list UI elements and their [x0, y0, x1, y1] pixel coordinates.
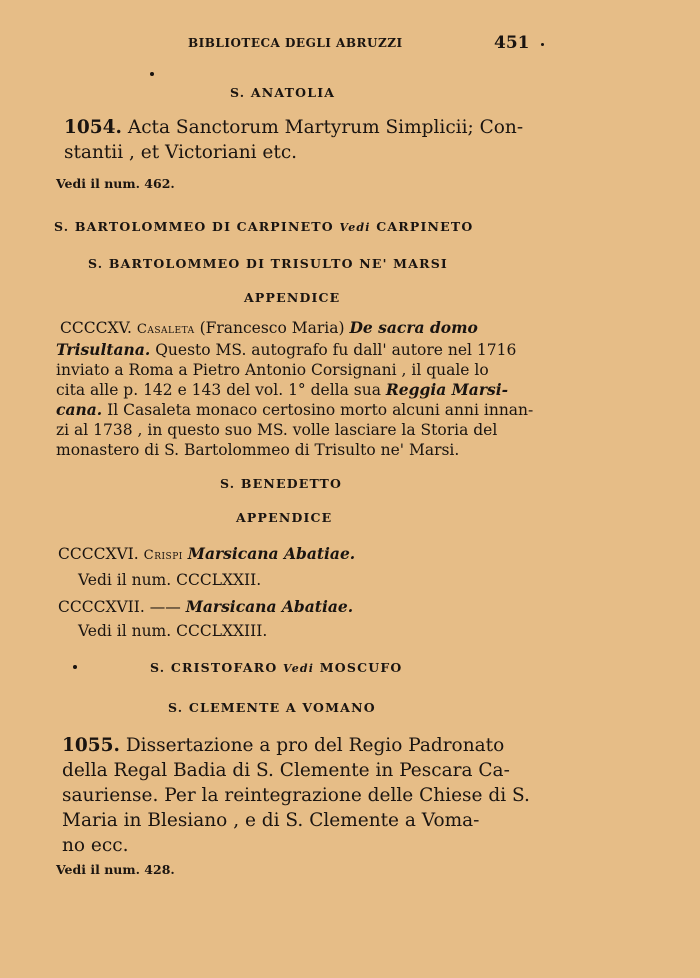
entry-ccccxvii [58, 597, 353, 641]
entry-line [64, 115, 523, 140]
entry-number: 1055. [62, 735, 120, 756]
entry-line [56, 400, 533, 420]
cross-reference: Vedi il num. 462. [56, 176, 175, 191]
heading-main: S. BARTOLOMMEO DI CARPINETO [54, 219, 334, 234]
entry-line: della Regal Badia di S. Clemente in Pescara Ca- [62, 760, 510, 781]
entry-line [58, 597, 353, 617]
vedi-word: Vedi [339, 221, 371, 234]
print-speck [73, 665, 77, 669]
vedi-word: Vedi [282, 662, 315, 675]
entry-1055 [62, 733, 530, 858]
entry-line: sauriense. Per la reintegrazione delle Chiese di S. [62, 785, 530, 806]
ditto-dash: —— [149, 598, 181, 616]
section-heading-clemente: S. CLEMENTE A VOMANO [168, 700, 376, 715]
heading-main: S. CRISTOFARO [150, 660, 278, 675]
appendice-heading: APPENDICE [244, 290, 341, 305]
entry-line: no ecc. [62, 835, 129, 856]
author-rest: (Francesco Maria) [199, 319, 345, 337]
entry-line: Maria in Blesiano , e di S. Clemente a Voma- [62, 810, 480, 831]
author-name: Crispi [143, 548, 183, 563]
cross-reference: Vedi il num. CCCLXXII. [78, 571, 262, 589]
print-speck [541, 43, 544, 46]
entry-line: zi al 1738 , in questo suo MS. volle lasciare la Storia del [56, 421, 498, 439]
entry-line [56, 380, 533, 400]
entry-line: stantii , et Victoriani etc. [64, 142, 298, 163]
section-heading-anatolia: S. ANATOLIA [230, 85, 336, 100]
entry-line [56, 318, 533, 340]
page-number: 451 [494, 33, 530, 53]
appendice-heading: APPENDICE [236, 510, 333, 525]
entry-number: 1054. [64, 117, 122, 138]
entry-number: CCCCXVII. [58, 598, 145, 616]
heading-ref: CARPINETO [376, 219, 474, 234]
entry-line [62, 733, 530, 758]
work-title: De sacra domo [349, 318, 478, 337]
entry-text: Il Casaleta monaco certosino morto alcuni anni innan- [107, 401, 534, 419]
cross-reference: Vedi il num. CCCLXXIII. [78, 622, 268, 640]
section-heading-bartolommeo-trisulto: S. BARTOLOMMEO DI TRISULTO NE' MARSI [88, 256, 448, 271]
entry-1054 [64, 115, 523, 165]
entry-number: CCCCXVI. [58, 545, 139, 563]
print-speck [150, 72, 154, 76]
entry-ccccxvi [58, 544, 355, 590]
entry-text: cita alle p. 142 e 143 del vol. 1° della sua [56, 381, 381, 399]
section-heading-bartolommeo-carpineto [54, 219, 473, 234]
cross-reference: Vedi il num. 428. [56, 862, 175, 877]
heading-ref: MOSCUFO [319, 660, 403, 675]
entry-text: Questo MS. autografo fu dall' autore nel 1716 [155, 341, 517, 359]
entry-line [58, 544, 355, 566]
entry-number: CCCCXV. [60, 319, 132, 337]
work-title-ref-cont: cana. [56, 400, 103, 419]
entry-text: Dissertazione a pro del Regio Padronato [125, 735, 505, 756]
entry-line: inviato a Roma a Pietro Antonio Corsignani , il quale lo [56, 361, 489, 379]
work-title-cont: Trisultana. [56, 340, 151, 359]
entry-line [56, 340, 533, 360]
author-name: Casaleta [136, 322, 195, 337]
work-title: Marsicana Abatiae. [185, 597, 354, 616]
section-heading-cristofaro [150, 660, 403, 675]
running-head: BIBLIOTECA DEGLI ABRUZZI [188, 36, 403, 50]
work-title-ref: Reggia Marsi- [385, 380, 509, 399]
entry-ccccxv [56, 318, 533, 460]
entry-text: Acta Sanctorum Martyrum Simplicii; Con- [127, 117, 524, 138]
section-heading-benedetto: S. BENEDETTO [220, 476, 343, 491]
entry-line: monastero di S. Bartolommeo di Trisulto ne' Marsi. [56, 441, 460, 459]
work-title: Marsicana Abatiae. [187, 544, 356, 563]
